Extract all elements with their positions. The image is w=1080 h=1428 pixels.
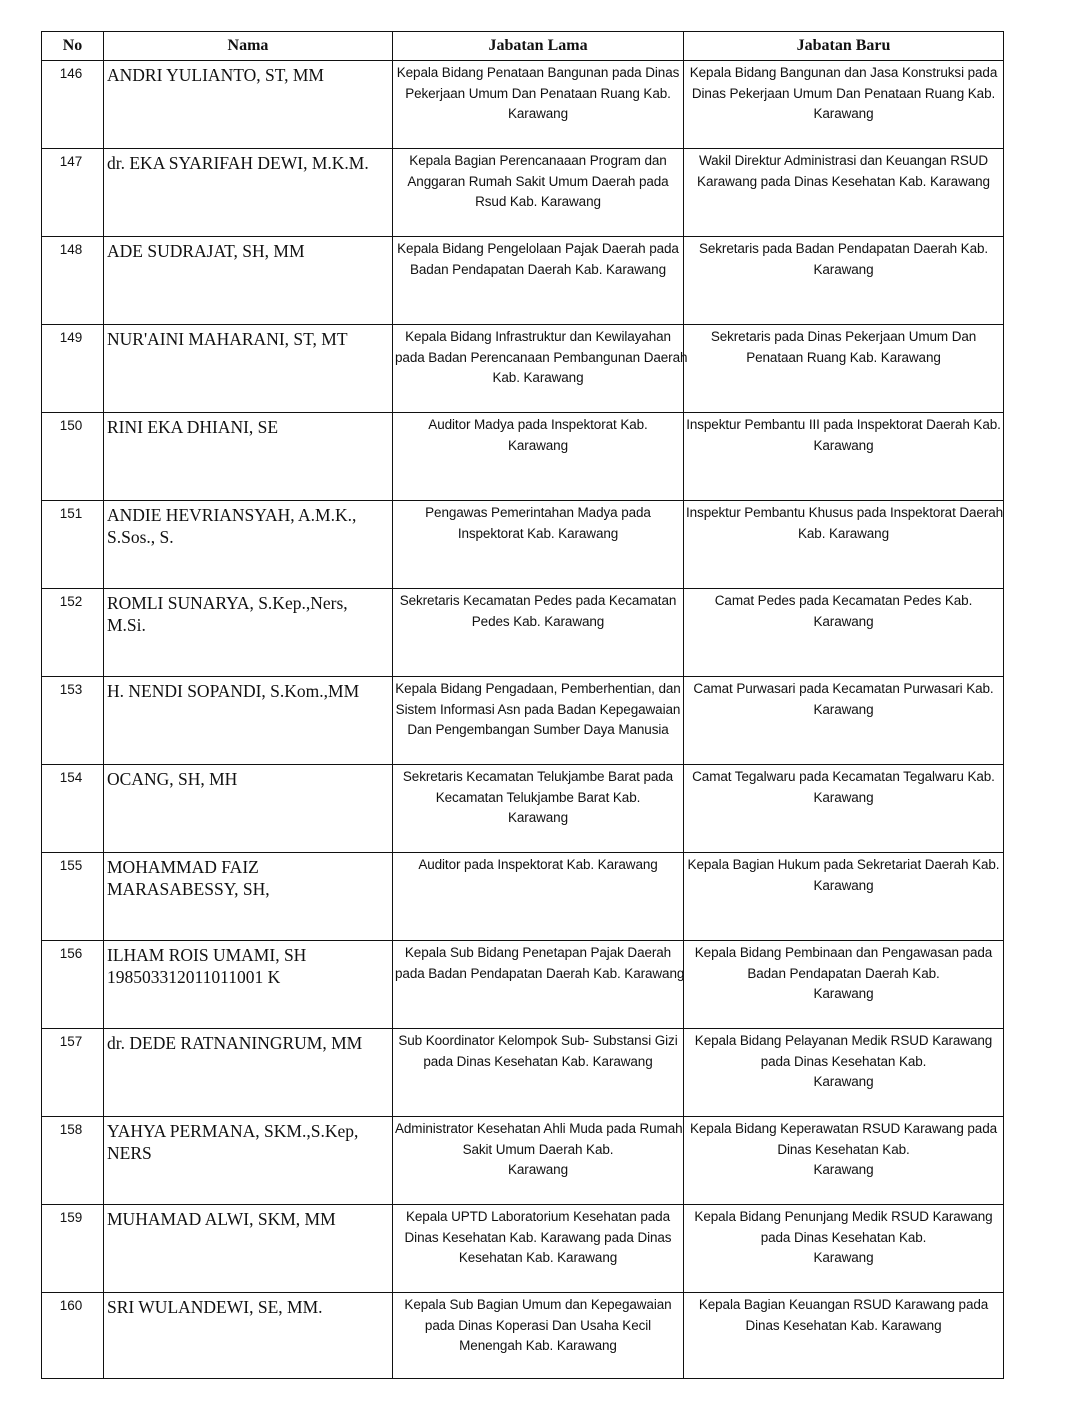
cell-line: Kepala Bagian Perencanaaan Program dan: [409, 153, 667, 168]
cell-nama: [104, 853, 393, 941]
cell-jabatan-lama: [393, 501, 684, 589]
cell-line: MUHAMAD ALWI, SKM, MM: [107, 1209, 336, 1229]
cell-line: ROMLI SUNARYA, S.Kep.,Ners,: [107, 593, 348, 613]
cell-line: Karawang: [813, 437, 874, 453]
cell-jabatan-baru: [684, 765, 1004, 853]
cell-nama: [104, 61, 393, 149]
cell-nama: [104, 325, 393, 413]
cell-line: pada Dinas Kesehatan Kab.: [760, 1053, 927, 1069]
cell-line: Inspektur Pembantu Khusus pada Inspektorat Daerah: [686, 505, 1004, 520]
table-row: [42, 1117, 1004, 1205]
cell-line: OCANG, SH, MH: [107, 769, 238, 789]
cell-jabatan-lama: [393, 1117, 684, 1205]
header-nama: Nama: [104, 32, 393, 61]
cell-line: Pekerjaan Umum Dan Penataan Ruang Kab.: [405, 85, 671, 101]
cell-line: Kepala Bidang Pembinaan dan Pengawasan pada: [694, 945, 993, 960]
cell-line: ILHAM ROIS UMAMI, SH: [107, 945, 307, 965]
table-row: [42, 237, 1004, 325]
cell-jabatan-baru: [684, 677, 1004, 765]
cell-line: Menengah Kab. Karawang: [459, 1338, 617, 1353]
cell-jabatan-lama: [393, 237, 684, 325]
cell-nama: [104, 677, 393, 765]
cell-line: Kab. Karawang: [797, 525, 889, 541]
cell-no: 155: [42, 853, 104, 941]
cell-nama: [104, 765, 393, 853]
cell-line: Kepala Bidang Penunjang Medik RSUD Karawang: [694, 1209, 993, 1224]
cell-line: Karawang: [813, 986, 874, 1001]
table-row: [42, 853, 1004, 941]
cell-jabatan-baru: [684, 1293, 1004, 1379]
cell-jabatan-baru: [684, 941, 1004, 1029]
cell-no: 147: [42, 149, 104, 237]
cell-line: Kepala Bidang Infrastruktur dan Kewilayahan: [405, 329, 671, 344]
cell-nama: [104, 589, 393, 677]
cell-line: Kepala Bidang Pengelolaan Pajak Daerah pada: [397, 241, 679, 256]
table-row: [42, 325, 1004, 413]
cell-line: Rsud Kab. Karawang: [475, 194, 601, 209]
cell-jabatan-lama: [393, 413, 684, 501]
cell-no: 149: [42, 325, 104, 413]
cell-jabatan-lama: [393, 677, 684, 765]
table-row: [42, 1029, 1004, 1117]
table-row: [42, 149, 1004, 237]
cell-line: pada Badan Pendapatan Daerah Kab. Karawang: [395, 965, 685, 981]
cell-line: Karawang: [813, 1162, 874, 1177]
cell-line: Karawang: [813, 701, 874, 717]
cell-nama: [104, 1029, 393, 1117]
table-row: [42, 61, 1004, 149]
cell-nama: [104, 1205, 393, 1293]
cell-line: Karawang: [508, 810, 568, 825]
cell-no: 153: [42, 677, 104, 765]
cell-line: Auditor Madya pada Inspektorat Kab.: [428, 417, 648, 432]
cell-line: Kepala Sub Bagian Umum dan Kepegawaian: [404, 1297, 672, 1312]
cell-no: 159: [42, 1205, 104, 1293]
cell-line: dr. EKA SYARIFAH DEWI, M.K.M.: [107, 153, 369, 173]
cell-line: dr. DEDE RATNANINGRUM, MM: [107, 1033, 363, 1053]
cell-jabatan-lama: [393, 149, 684, 237]
cell-line: Badan Pendapatan Daerah Kab. Karawang: [410, 261, 666, 277]
cell-line: Karawang: [508, 1162, 568, 1177]
cell-line: Camat Pedes pada Kecamatan Pedes Kab.: [714, 593, 973, 608]
cell-line: Anggaran Rumah Sakit Umum Daerah pada: [407, 173, 669, 189]
cell-line: Karawang: [813, 1250, 874, 1265]
cell-jabatan-baru: [684, 1205, 1004, 1293]
cell-line: Karawang: [813, 613, 874, 629]
cell-jabatan-lama: [393, 1205, 684, 1293]
cell-line: Kepala Bidang Keperawatan RSUD Karawang pada: [689, 1121, 998, 1136]
cell-line: Badan Pendapatan Daerah Kab.: [747, 965, 940, 981]
cell-line: Kepala Bagian Hukum pada Sekretariat Daerah Kab.: [687, 857, 1000, 872]
cell-line: 198503312011011001 K: [107, 967, 281, 987]
table-row: [42, 941, 1004, 1029]
cell-jabatan-lama: [393, 941, 684, 1029]
cell-line: Sekretaris Kecamatan Telukjambe Barat pada: [402, 769, 674, 784]
table-row: [42, 589, 1004, 677]
cell-no: 151: [42, 501, 104, 589]
cell-line: Kepala Bidang Pelayanan Medik RSUD Karawang: [694, 1033, 993, 1048]
cell-no: 158: [42, 1117, 104, 1205]
table-row: [42, 1205, 1004, 1293]
cell-line: NUR'AINI MAHARANI, ST, MT: [107, 329, 348, 349]
cell-nama: [104, 1117, 393, 1205]
cell-line: M.Si.: [107, 615, 146, 635]
cell-line: Sakit Umum Daerah Kab.: [462, 1141, 614, 1157]
cell-no: 148: [42, 237, 104, 325]
cell-line: Kecamatan Telukjambe Barat Kab.: [435, 789, 641, 805]
cell-line: Karawang: [813, 789, 874, 805]
cell-nama: [104, 149, 393, 237]
table-row: [42, 1293, 1004, 1379]
cell-line: Karawang: [508, 437, 568, 453]
cell-line: Sekretaris pada Dinas Pekerjaan Umum Dan: [710, 329, 977, 344]
cell-jabatan-lama: [393, 1029, 684, 1117]
cell-line: Administrator Kesehatan Ahli Muda pada Rumah: [395, 1121, 683, 1136]
cell-line: Karawang: [813, 106, 874, 121]
cell-line: Dan Pengembangan Sumber Daya Manusia: [407, 722, 669, 737]
cell-jabatan-lama: [393, 1293, 684, 1379]
cell-line: pada Badan Perencanaan Pembangunan Daerah: [395, 349, 688, 365]
table-row: [42, 501, 1004, 589]
cell-line: Wakil Direktur Administrasi dan Keuangan RSUD: [698, 153, 989, 168]
cell-line: Dinas Pekerjaan Umum Dan Penataan Ruang Kab.: [691, 85, 996, 101]
cell-nama: [104, 237, 393, 325]
cell-line: MARASABESSY, SH,: [107, 879, 270, 899]
cell-jabatan-baru: [684, 237, 1004, 325]
cell-line: RINI EKA DHIANI, SE: [107, 417, 279, 437]
cell-line: Pengawas Pemerintahan Madya pada: [425, 505, 651, 520]
cell-jabatan-lama: [393, 325, 688, 413]
cell-nama: [104, 413, 393, 501]
table-row: [42, 677, 1004, 765]
cell-jabatan-baru: [684, 589, 1004, 677]
cell-line: Kepala UPTD Laboratorium Kesehatan pada: [405, 1209, 671, 1224]
cell-line: Karawang: [508, 106, 568, 121]
cell-no: 156: [42, 941, 104, 1029]
cell-line: ANDRI YULIANTO, ST, MM: [107, 65, 324, 85]
cell-line: Pedes Kab. Karawang: [471, 613, 605, 629]
cell-line: Camat Purwasari pada Kecamatan Purwasari Kab.: [693, 681, 994, 696]
cell-no: 160: [42, 1293, 104, 1379]
table-row: [42, 765, 1004, 853]
cell-line: H. NENDI SOPANDI, S.Kom.,MM: [107, 681, 360, 701]
cell-no: 152: [42, 589, 104, 677]
cell-line: Dinas Kesehatan Kab.: [777, 1141, 910, 1157]
cell-nama: [104, 501, 393, 589]
table-row: [42, 413, 1004, 501]
cell-line: Sub Koordinator Kelompok Sub- Substansi Gizi: [398, 1033, 678, 1048]
cell-no: 150: [42, 413, 104, 501]
cell-line: pada Dinas Kesehatan Kab.: [760, 1229, 927, 1245]
cell-jabatan-baru: [684, 61, 1004, 149]
cell-line: Kepala Bidang Bangunan dan Jasa Konstruksi pada: [689, 65, 998, 80]
cell-line: pada Dinas Koperasi Dan Usaha Kecil: [424, 1317, 652, 1333]
cell-line: Kepala Bagian Keuangan RSUD Karawang pada: [698, 1297, 989, 1312]
cell-line: YAHYA PERMANA, SKM.,S.Kep,: [107, 1121, 359, 1141]
cell-line: NERS: [107, 1143, 152, 1163]
cell-line: Karawang: [813, 261, 874, 277]
cell-line: Kepala Sub Bidang Penetapan Pajak Daerah: [404, 945, 672, 960]
cell-line: Dinas Kesehatan Kab. Karawang: [745, 1317, 942, 1333]
cell-line: MOHAMMAD FAIZ: [107, 857, 259, 877]
cell-line: Sistem Informasi Asn pada Badan Kepegawaian: [395, 701, 681, 717]
cell-line: Auditor pada Inspektorat Kab. Karawang: [418, 857, 658, 872]
cell-jabatan-baru: [684, 1029, 1004, 1117]
cell-line: Inspektorat Kab. Karawang: [457, 525, 619, 541]
header-row: [42, 32, 1004, 61]
mutation-table: [41, 31, 1004, 1379]
cell-line: Karawang: [813, 877, 874, 893]
cell-line: Karawang: [813, 1074, 874, 1089]
cell-no: 146: [42, 61, 104, 149]
cell-line: ANDIE HEVRIANSYAH, A.M.K.,: [107, 505, 357, 525]
cell-jabatan-lama: [393, 61, 684, 149]
cell-line: Kab. Karawang: [492, 370, 584, 385]
cell-jabatan-baru: [684, 1117, 1004, 1205]
cell-line: Penataan Ruang Kab. Karawang: [746, 349, 941, 365]
cell-line: Kepala Bidang Pengadaan, Pemberhentian, dan: [395, 681, 681, 696]
header-jabatan-lama: Jabatan Lama: [393, 32, 684, 61]
cell-line: pada Dinas Kesehatan Kab. Karawang: [423, 1053, 653, 1069]
cell-nama: [104, 941, 393, 1029]
cell-line: Inspektur Pembantu III pada Inspektorat Daerah Kab.: [686, 417, 1001, 432]
cell-line: S.Sos., S.: [107, 527, 174, 547]
cell-jabatan-baru: [684, 413, 1004, 501]
cell-line: Karawang pada Dinas Kesehatan Kab. Karawang: [697, 173, 990, 189]
cell-line: Camat Tegalwaru pada Kecamatan Tegalwaru Kab.: [692, 769, 995, 784]
cell-jabatan-baru: [684, 853, 1004, 941]
cell-line: Sekretaris Kecamatan Pedes pada Kecamatan: [399, 593, 677, 608]
cell-line: Kesehatan Kab. Karawang: [458, 1250, 618, 1265]
cell-jabatan-baru: [684, 149, 1004, 237]
header-no: No: [42, 32, 104, 61]
cell-line: SRI WULANDEWI, SE, MM.: [107, 1297, 323, 1317]
cell-jabatan-lama: [393, 853, 684, 941]
cell-line: ADE SUDRAJAT, SH, MM: [107, 241, 305, 261]
cell-jabatan-baru: [684, 325, 1004, 413]
cell-line: Sekretaris pada Badan Pendapatan Daerah Kab.: [698, 241, 989, 256]
cell-no: 157: [42, 1029, 104, 1117]
cell-jabatan-lama: [393, 765, 684, 853]
cell-line: Kepala Bidang Penataan Bangunan pada Dinas: [396, 65, 680, 80]
cell-line: Dinas Kesehatan Kab. Karawang pada Dinas: [404, 1229, 672, 1245]
cell-jabatan-baru: [684, 501, 1004, 589]
cell-jabatan-lama: [393, 589, 684, 677]
header-jabatan-baru: Jabatan Baru: [684, 32, 1004, 61]
cell-nama: [104, 1293, 393, 1379]
cell-no: 154: [42, 765, 104, 853]
